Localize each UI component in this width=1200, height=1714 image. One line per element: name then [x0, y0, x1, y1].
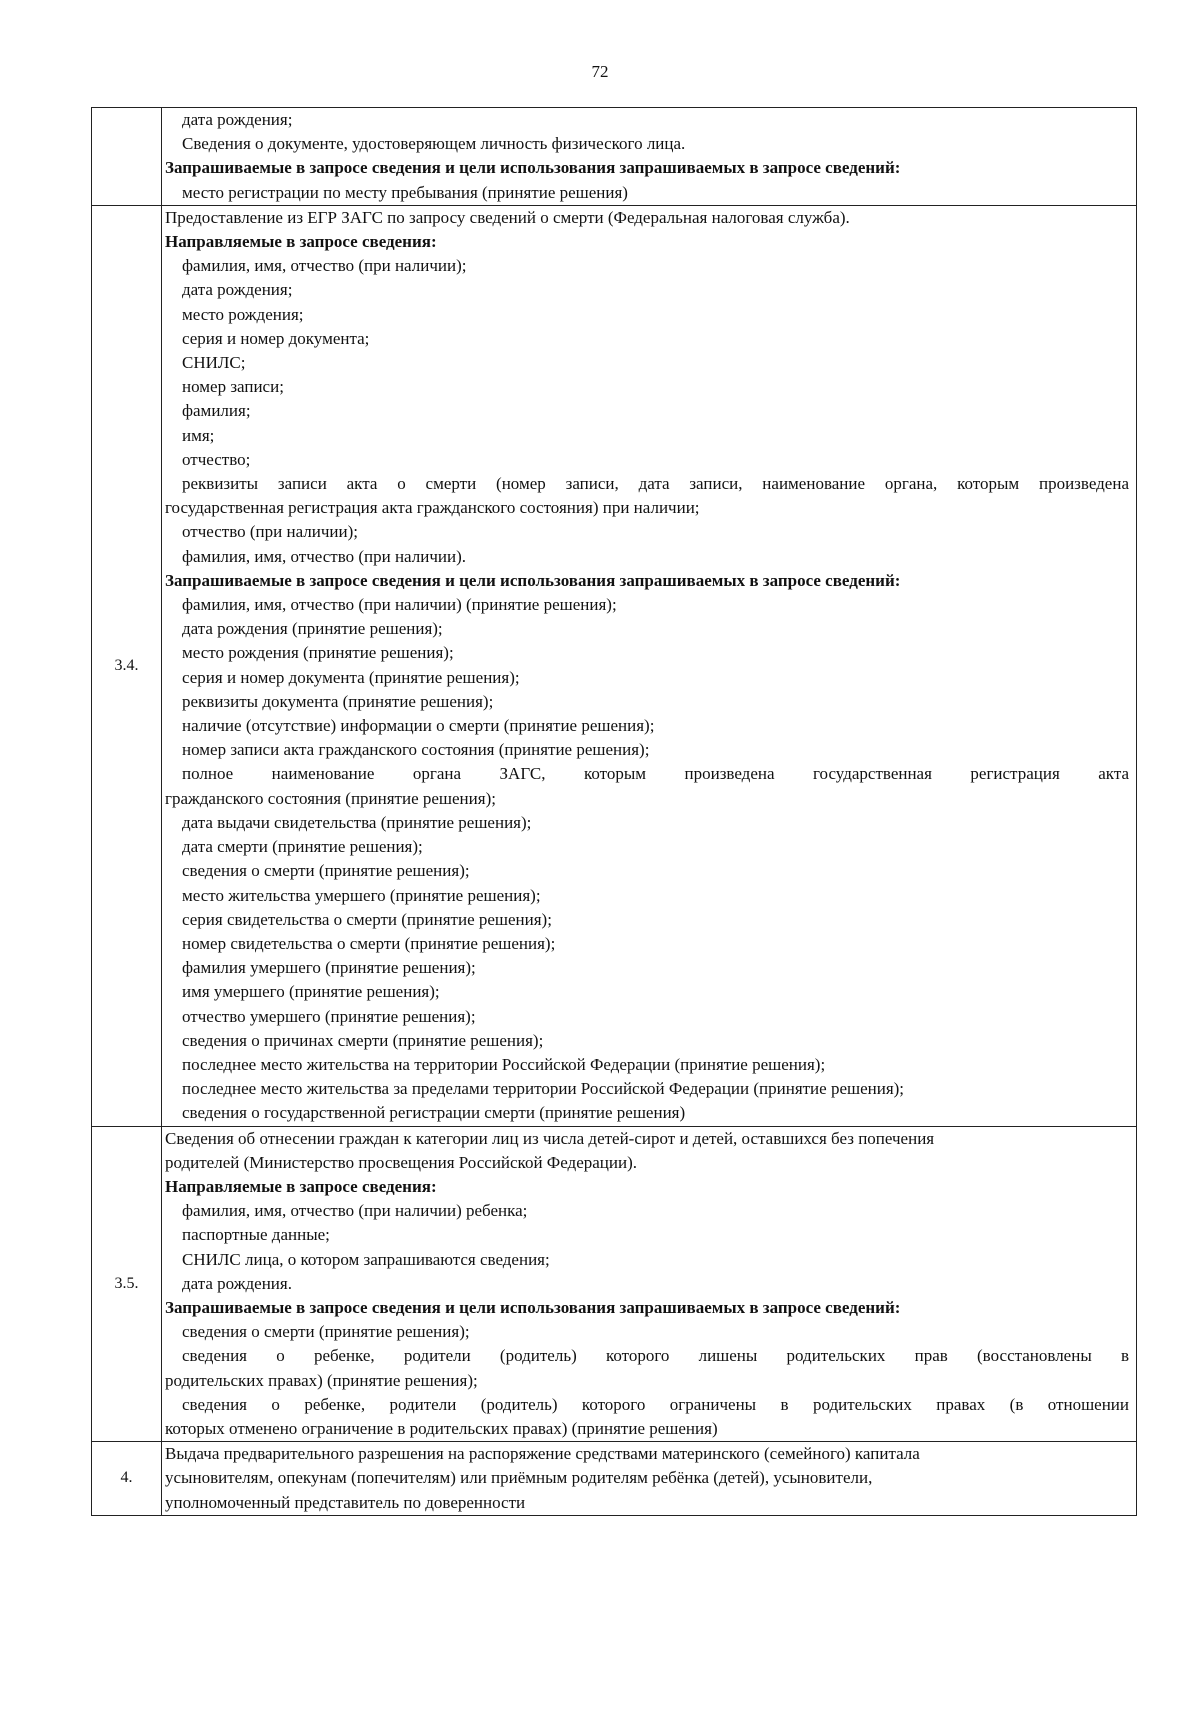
content-line: серия и номер документа; [182, 328, 370, 348]
content-line: место рождения; [182, 304, 304, 324]
content-line: дата выдачи свидетельства (принятие решения); [182, 812, 532, 832]
row-content-cell [162, 1442, 1137, 1516]
content-line: фамилия, имя, отчество (при наличии); [182, 256, 467, 276]
content-line: наличие (отсутствие) информации о смерти (принятие решения); [182, 716, 655, 736]
table-body [92, 108, 1137, 1516]
content-line: паспортные данные; [182, 1225, 330, 1245]
content-line: которых отменено ограничение в родительских правах) (принятие решения) [165, 1418, 718, 1438]
section-heading: Запрашиваемые в запросе сведения и цели использования запрашиваемых в запросе сведений: [165, 1297, 901, 1317]
row-content-cell [162, 205, 1137, 1126]
content-line: имя умершего (принятие решения); [182, 982, 440, 1002]
content-line: Предоставление из ЕГР ЗАГС по запросу сведений о смерти (Федеральная налоговая служба). [165, 207, 850, 227]
row-number-cell: 3.4. [92, 205, 162, 1126]
content-line: дата рождения; [182, 280, 293, 300]
requirements-table [91, 107, 1137, 1516]
content-line: фамилия, имя, отчество (при наличии) ребенка; [182, 1201, 528, 1221]
content-line: место жительства умершего (принятие решения); [182, 885, 541, 905]
content-line: номер свидетельства о смерти (принятие решения); [182, 933, 556, 953]
content-line: серия и номер документа (принятие решения); [182, 667, 520, 687]
content-line: реквизиты документа (принятие решения); [182, 691, 494, 711]
content-line: реквизиты записи акта о смерти (номер записи, дата записи, наименование органа, которым произведена [182, 474, 1129, 494]
content-line: Выдача предварительного разрешения на распоряжение средствами материнского (семейного) капитала [165, 1444, 920, 1464]
content-line: отчество; [182, 449, 251, 469]
content-line: Сведения о документе, удостоверяющем личность физического лица. [182, 134, 686, 154]
content-line: уполномоченный представитель по доверенности [165, 1492, 526, 1512]
content-line: родительских правах) (принятие решения); [165, 1370, 478, 1390]
content-line: отчество умершего (принятие решения); [182, 1006, 476, 1026]
content-line: сведения о смерти (принятие решения); [182, 1322, 470, 1342]
section-heading: Направляемые в запросе сведения: [165, 232, 437, 252]
content-line: имя; [182, 425, 215, 445]
section-heading: Направляемые в запросе сведения: [165, 1176, 437, 1196]
content-line: место рождения (принятие решения); [182, 643, 454, 663]
page-number: 72 [591, 62, 609, 81]
content-line: последнее место жительства за пределами территории Российской Федерации (принятие решения); [182, 1079, 905, 1099]
content-line: дата смерти (принятие решения); [182, 837, 423, 857]
content-line: гражданского состояния (принятие решения); [165, 788, 496, 808]
content-line: дата рождения; [182, 110, 293, 129]
content-line: фамилия, имя, отчество (при наличии). [182, 546, 466, 566]
content-line: номер записи; [182, 377, 284, 397]
content-line: СНИЛС лица, о котором запрашиваются сведения; [182, 1249, 550, 1269]
content-line: отчество (при наличии); [182, 522, 358, 542]
content-line: дата рождения (принятие решения); [182, 619, 443, 639]
content-line: родителей (Министерство просвещения Российской Федерации). [165, 1152, 637, 1172]
table-row [92, 108, 1137, 206]
content-line: усыновителям, опекунам (попечителям) или приёмным родителям ребёнка (детей), усыновители, [165, 1468, 873, 1488]
table-row [92, 1442, 1137, 1516]
content-line: сведения о государственной регистрации смерти (принятие решения) [182, 1103, 686, 1123]
content-line: Сведения об отнесении граждан к категории лиц из числа детей-сирот и детей, оставшихся без попечения [165, 1128, 935, 1148]
content-line: сведения о ребенке, родители (родитель) которого ограничены в родительских правах (в отношении [182, 1394, 1129, 1414]
row-content-cell [162, 1126, 1137, 1442]
content-line: фамилия умершего (принятие решения); [182, 958, 476, 978]
content-line: дата рождения. [182, 1273, 292, 1293]
row-content-cell [162, 108, 1137, 206]
content-line: государственная регистрация акта гражданского состояния) при наличии; [165, 498, 700, 518]
section-heading: Запрашиваемые в запросе сведения и цели использования запрашиваемых в запросе сведений: [165, 570, 901, 590]
content-line: место регистрации по месту пребывания (принятие решения) [182, 182, 628, 202]
row-number-cell [92, 108, 162, 206]
content-line: серия свидетельства о смерти (принятие решения); [182, 909, 552, 929]
row-number-cell: 3.5. [92, 1126, 162, 1442]
content-line: СНИЛС; [182, 353, 246, 373]
content-line: фамилия, имя, отчество (при наличии) (принятие решения); [182, 595, 617, 615]
section-heading: Запрашиваемые в запросе сведения и цели использования запрашиваемых в запросе сведений: [165, 158, 901, 178]
row-number-cell: 4. [92, 1442, 162, 1516]
content-line: последнее место жительства на территории Российской Федерации (принятие решения); [182, 1054, 826, 1074]
content-line: номер записи акта гражданского состояния (принятие решения); [182, 740, 650, 760]
content-line: сведения о причинах смерти (принятие решения); [182, 1030, 544, 1050]
table-row [92, 1126, 1137, 1442]
content-line: фамилия; [182, 401, 251, 421]
content-line: сведения о смерти (принятие решения); [182, 861, 470, 881]
content-line: полное наименование органа ЗАГС, которым произведена государственная регистрация акта [182, 764, 1129, 784]
content-line: сведения о ребенке, родители (родитель) которого лишены родительских прав (восстановлены в [182, 1346, 1129, 1366]
table-row [92, 205, 1137, 1126]
